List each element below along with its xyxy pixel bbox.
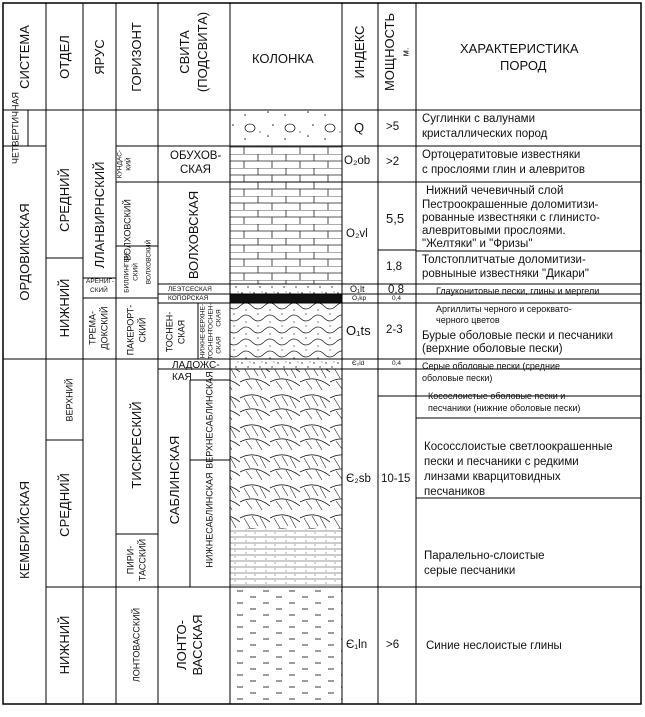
division-kem-sredniy: СРЕДНИЙ [57,473,73,537]
desc-e2vs-2: песчаники (нижние оболовые пески) [428,403,581,413]
desc-e2vs-1: Косослоистые оболовые пески и [428,391,566,401]
column-layer-sablino-upper [230,369,342,529]
thickness-q: >5 [386,121,400,133]
stage-tiskreskiy: ТИСКРЕСКИЙ [129,401,145,489]
desc-q-1: Суглинки с валунами [422,113,535,125]
suite-obuhovskaya-1: ОБУХОВ- [170,150,222,162]
desc-o2vl-1: Пестроокрашенные доломитизи- [422,199,599,211]
suite-lontovasskaya-2: ВАССКАЯ [190,614,206,676]
desc-e2sb-2: пески и песчаники с редкими [424,456,579,468]
suite-sablinskaya: САБЛИНСКАЯ [167,435,183,525]
header-otdel: ОТДЕЛ [57,35,73,79]
column-layer-obuhov [230,146,342,182]
desc-e2sb-1: Кососслоистые светлоокрашенные [424,441,613,453]
desc-o2vl-4: "Желтяки" и "Фризы" [422,238,533,250]
horizon-billingenskiy-2: СКИЙ [132,263,140,281]
index-o2vl: O₂vl [346,228,368,240]
stage-arenigskiy-1: АРЕНИГ- [86,278,115,285]
header-yarus: ЯРУС [92,39,108,75]
stage-tremadokskiy-1: ТРЕМА- [87,310,98,346]
horizon-pakerortskiy-1: ПАКЕРОРТ- [125,304,136,356]
desc-e2sb-3: линзами кварцитовидных [424,471,561,483]
thickness-o1kp: 0,4 [392,295,402,302]
suite-koporskaya: КОПОРСКАЯ [168,295,209,302]
column-layer-lontova [230,587,342,704]
suite-volhovskaya: ВОЛХОВСКАЯ [186,190,202,280]
thickness-e2ld: 0,4 [392,360,402,367]
thickness-o1lt: 0,8 [388,284,404,296]
header-gorizont: ГОРИЗОНТ [129,22,145,92]
index-o1lt: O₁lt [350,284,365,294]
suite-ladozhskaya-2: КАЯ [172,372,192,383]
desc-e2ld-1: Серые оболовые пески (средние [422,361,560,371]
horizon-kundaskiy-2: КИЙ [125,157,133,171]
suite-tosn-sub-4: НИЖНЕ- [199,331,207,359]
division-ord-nizhniy: НИЖНИЙ [57,278,73,338]
index-e1ln: Є₁ln [346,639,368,651]
column-layer-ladoga [230,359,342,369]
suite-tosn-sub-2: ТОСНЕН- [207,303,215,333]
header-podsvita: (ПОДСВИТА) [195,11,211,93]
suite-obuhovskaya-2: СКАЯ [180,164,211,176]
thickness-o1ts: 2-3 [386,324,403,336]
system-chetvertichnaya: ЧЕТВЕРТИЧНАЯ [10,91,21,165]
column-layer-leets [230,284,342,294]
desc-o1ts-2: (верхние оболовые пески) [422,343,563,355]
thickness-e1ln: >6 [386,639,400,651]
stage-tremadokskiy-2: ДОКСКИЙ [99,306,110,350]
stage-piritasskiy-1: ПИРИ- [125,545,136,575]
desc-e2sb-4: песчаников [424,486,486,498]
desc-o2ob-1: Ортоцератитовые известняки [422,149,581,161]
index-e2ld: Є₂ld [352,360,365,367]
desc-o1lt: Глауконитовые пески, глины и мергели [436,286,600,296]
column-layer-q [230,110,342,146]
index-o2ob: O₂ob [344,155,371,167]
desc-e2ns-1: Паралельно-слоистые [424,550,545,562]
division-ord-sredniy: СРЕДНИЙ [57,168,73,232]
header-moshchnost-unit: м. [400,47,411,57]
division-kem-nizhniy: НИЖНИЙ [57,615,73,675]
column-layer-volhov [230,182,342,284]
horizon-pakerortskiy-2: СКИЙ [137,317,148,343]
desc-o2vl-2: рованные известняки с глинисто- [422,212,600,224]
desc-e2ld-2: оболовые пески) [422,373,493,383]
desc-o2vl-5: Толстоплитчатые доломитизи- [422,254,586,266]
horizon-volhovskiy-2: ВОЛХОВСКИЙ [145,239,153,285]
index-o1kp: O₁kp [352,295,367,302]
header-moshchnost: МОЩНОСТЬ [382,12,398,92]
desc-o2vl-3: алевритовыми прослоями. [422,225,566,237]
header-indeks: ИНДЕКС [352,25,368,79]
desc-o1kp-2: черного цветов [436,315,500,325]
index-e2sb: Є₂sb [346,473,371,485]
desc-o2ob-2: с прослоями глин и алевритов [422,164,586,176]
column-layer-kopor [230,294,342,303]
desc-e1ln: Синие неслоистые глины [426,640,562,652]
horizon-kundaskiy-1: КУНДАС- [116,149,124,179]
index-q: Q [354,120,365,135]
suite-lontovasskaya-1: ЛОНТО- [174,620,190,670]
header-harakt-1: ХАРАКТЕРИСТИКА [460,41,579,56]
stage-llanvirnskiy: ЛЛАНВИРНСКИЙ [92,161,108,269]
suite-verhnesablinskaya: ВЕРХНЕСАБЛИНСКАЯ [204,371,215,469]
suite-nizhnesablinskaya: НИЖНЕСАБЛИНСКАЯ [204,472,215,568]
suite-leetseskaya: ЛЕЭТСЕСКАЯ [168,286,212,293]
stage-lontovasskiy: ЛОНТОВАССКИЙ [131,607,142,683]
column-layer-tosno [230,303,342,359]
suite-tosn-sub-3: СКАЯ [215,309,223,327]
suite-tosn-sub-6: СКАЯ [215,336,223,354]
desc-o2vl-6: ровныные известняки "Дикари" [422,268,589,280]
horizon-volhovskiy: ВОЛХОВСКИЙ [122,199,133,261]
stage-piritasskiy-2: ТАССКИЙ [137,538,148,582]
horizon-billingenskiy-1: БИЛЛИНГЕН- [123,251,131,293]
suite-tosnenskaya-2: СКАЯ [176,319,187,345]
desc-o1kp-1: Аргиллиты черного и сероквато- [436,304,572,314]
desc-e2ns-2: серые песчаники [424,565,516,577]
stage-arenigskiy-2: СКИЙ [90,287,108,294]
header-kolonka: КОЛОНКА [252,51,314,66]
thickness-o2vl-a: 5,5 [386,211,405,226]
index-o1ts: O₁ts [346,323,371,338]
header-harakt-2: ПОРОД [500,58,547,73]
suite-ladozhskaya-1: ЛАДОЖС- [172,360,220,371]
system-ordovikskaya: ОРДОВИКСКАЯ [17,203,33,301]
thickness-o2vl-b: 1,8 [386,261,402,273]
thickness-e2sb: 10-15 [381,473,411,485]
suite-tosn-sub-1: ВЕРХНЕ- [199,303,207,333]
desc-o1ts-1: Бурые оболовые пески и песчаники [422,330,613,342]
thickness-o2ob: >2 [386,156,400,168]
header-sistema: СИСТЕМА [17,25,33,89]
system-kembriyskaya: КЕМБРИЙСКАЯ [17,481,33,579]
desc-q-2: кристаллических пород [422,128,548,140]
desc-o2vl-0: Нижний чечевичный слой [426,185,564,197]
column-layer-sablino-lower [230,529,342,587]
suite-tosn-sub-5: ТОСНЕН- [207,330,215,360]
header-svita: СВИТА [177,30,193,74]
suite-tosnenskaya-1: ТОСНЕН- [164,311,175,353]
division-kem-verhniy: ВЕРХНИЙ [64,378,75,422]
